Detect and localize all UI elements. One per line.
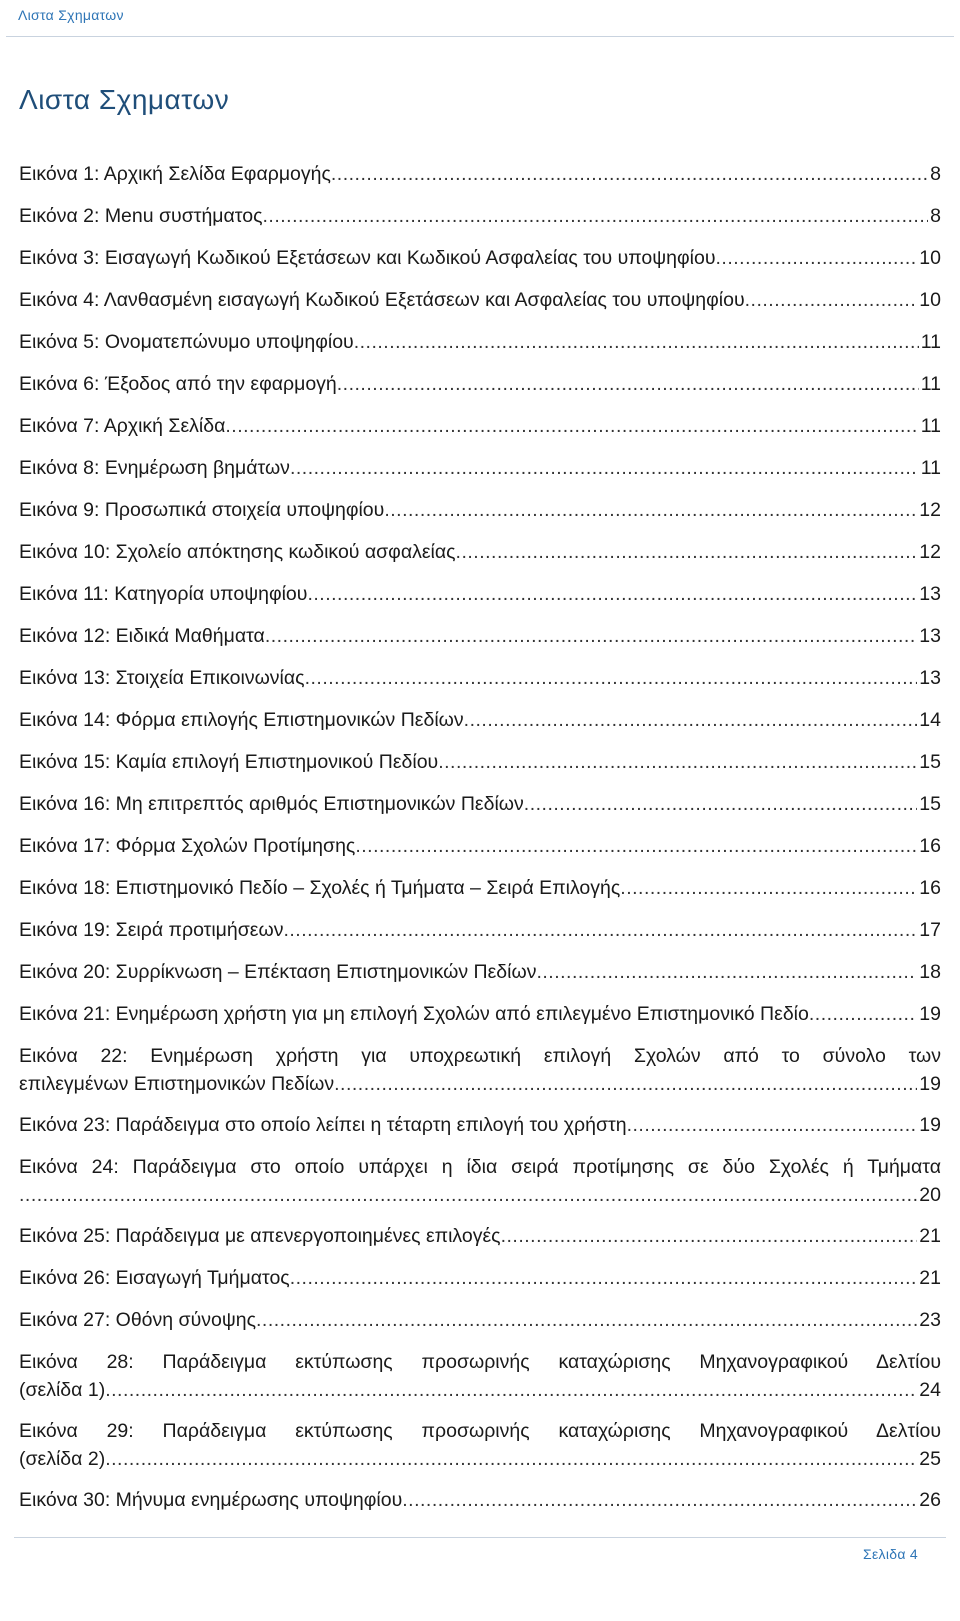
page-number: 16 xyxy=(919,835,941,857)
dot-leader xyxy=(265,622,917,650)
entry-text: Εικόνα 5: Ονοματεπώνυμο υποψηφίου xyxy=(19,331,354,353)
toc-entry-16[interactable] xyxy=(19,790,941,832)
page-number: 23 xyxy=(919,1309,941,1331)
dot-leader xyxy=(334,1070,917,1098)
page-number: 8 xyxy=(930,163,941,185)
entry-text: Εικόνα 8: Ενημέρωση βημάτων xyxy=(19,457,290,479)
dot-leader xyxy=(716,244,918,272)
entry-text: Εικόνα 18: Επιστημονικό Πεδίο – Σχολές ή Τμήματα – Σειρά Επιλογής xyxy=(19,877,621,899)
entry-text: Εικόνα 12: Ειδικά Μαθήματα xyxy=(19,625,265,647)
page-number: 26 xyxy=(919,1489,941,1511)
page-number: 15 xyxy=(919,751,941,773)
page-header xyxy=(6,6,954,37)
entry-line2 xyxy=(19,1376,941,1404)
page-number: 11 xyxy=(920,415,941,437)
page-number: 13 xyxy=(919,625,941,647)
page-number: 19 xyxy=(919,1073,941,1095)
entry-text: Εικόνα 2: Menu συστήματος xyxy=(19,205,263,227)
dot-leader xyxy=(384,496,917,524)
page-number: 25 xyxy=(919,1448,941,1470)
page-title: Λιστα Σχηματων xyxy=(19,84,230,115)
toc-entry-19[interactable] xyxy=(19,916,941,958)
entry-text-line2: (σελίδα 1) xyxy=(19,1379,106,1401)
page-number: 15 xyxy=(919,793,941,815)
toc-entry-29[interactable] xyxy=(19,1417,941,1486)
entry-text-line1: Εικόνα 22: Ενημέρωση χρήστη για υποχρεωτική επιλογή Σχολών από το σύνολο των xyxy=(19,1045,941,1067)
toc-entry-15[interactable] xyxy=(19,748,941,790)
dot-leader xyxy=(620,874,917,902)
toc-entry-12[interactable] xyxy=(19,622,941,664)
toc-entry-4[interactable] xyxy=(19,286,941,328)
entry-text: Εικόνα 17: Φόρμα Σχολών Προτίμησης xyxy=(19,835,356,857)
toc-entry-13[interactable] xyxy=(19,664,941,706)
page-number: 21 xyxy=(919,1267,941,1289)
entry-text: Εικόνα 4: Λανθασμένη εισαγωγή Κωδικού Εξετάσεων και Ασφαλείας του υποψηφίου xyxy=(19,289,745,311)
page-number: 12 xyxy=(919,499,941,521)
page-number: 16 xyxy=(919,877,941,899)
page-number: 20 xyxy=(919,1184,941,1206)
dot-leader xyxy=(331,160,928,188)
entry-text: Εικόνα 10: Σχολείο απόκτησης κωδικού ασφαλείας xyxy=(19,541,456,563)
dot-leader xyxy=(283,916,917,944)
toc-entry-6[interactable] xyxy=(19,370,941,412)
page-number: 17 xyxy=(919,919,941,941)
entry-line2 xyxy=(19,1070,941,1098)
toc-entry-20[interactable] xyxy=(19,958,941,1000)
dot-leader xyxy=(536,958,917,986)
page-number: 11 xyxy=(920,373,941,395)
toc-entry-21[interactable] xyxy=(19,1000,941,1042)
dot-leader xyxy=(105,1376,917,1404)
toc-entry-10[interactable] xyxy=(19,538,941,580)
entry-text: Εικόνα 27: Οθόνη σύνοψης xyxy=(19,1309,256,1331)
toc-entry-18[interactable] xyxy=(19,874,941,916)
dot-leader xyxy=(627,1111,918,1139)
entry-line2 xyxy=(19,1181,941,1209)
page-number: 11 xyxy=(920,457,941,479)
toc-entry-11[interactable] xyxy=(19,580,941,622)
dot-leader xyxy=(524,790,918,818)
dot-leader xyxy=(337,370,919,398)
page-number: 19 xyxy=(919,1003,941,1025)
page-number: 19 xyxy=(919,1114,941,1136)
dot-leader xyxy=(354,328,919,356)
dot-leader xyxy=(290,1264,918,1292)
dot-leader xyxy=(501,1222,918,1250)
dot-leader xyxy=(290,454,919,482)
footer-rule xyxy=(14,1537,946,1538)
toc-entry-9[interactable] xyxy=(19,496,941,538)
page-number: 24 xyxy=(919,1379,941,1401)
page-number: 8 xyxy=(930,205,941,227)
dot-leader xyxy=(105,1445,917,1473)
toc-entry-27[interactable] xyxy=(19,1306,941,1348)
toc-entry-17[interactable] xyxy=(19,832,941,874)
list-of-figures xyxy=(19,160,941,1528)
dot-leader xyxy=(402,1486,917,1514)
dot-leader xyxy=(355,832,917,860)
page-number: 11 xyxy=(920,331,941,353)
entry-text: Εικόνα 30: Μήνυμα ενημέρωσης υποψηφίου xyxy=(19,1489,403,1511)
entry-text-line1: Εικόνα 24: Παράδειγμα στο οποίο υπάρχει η ίδια σειρά προτίμησης σε δύο Σχολές ή Τμήματα xyxy=(19,1156,941,1178)
toc-entry-1[interactable] xyxy=(19,160,941,202)
header-running-title: Λιστα Σχηματων xyxy=(18,7,124,23)
page-number: 12 xyxy=(919,541,941,563)
entry-text: Εικόνα 1: Αρχική Σελίδα Εφαρμογής xyxy=(19,163,331,185)
toc-entry-28[interactable] xyxy=(19,1348,941,1417)
entry-text: Εικόνα 14: Φόρμα επιλογής Επιστημονικών Πεδίων xyxy=(19,709,464,731)
dot-leader xyxy=(262,202,928,230)
toc-entry-3[interactable] xyxy=(19,244,941,286)
page-number: 13 xyxy=(919,583,941,605)
entry-text: Εικόνα 16: Μη επιτρεπτός αριθμός Επιστημονικών Πεδίων xyxy=(19,793,524,815)
page-number: 10 xyxy=(919,247,941,269)
entry-text: Εικόνα 7: Αρχική Σελίδα xyxy=(19,415,226,437)
entry-text: Εικόνα 23: Παράδειγμα στο οποίο λείπει η τέταρτη επιλογή του χρήστη xyxy=(19,1114,627,1136)
entry-text: Εικόνα 3: Εισαγωγή Κωδικού Εξετάσεων και Κωδικού Ασφαλείας του υποψηφίου xyxy=(19,247,716,269)
page-number: 18 xyxy=(919,961,941,983)
entry-text: Εικόνα 9: Προσωπικά στοιχεία υποψηφίου xyxy=(19,499,385,521)
dot-leader xyxy=(225,412,918,440)
dot-leader xyxy=(19,1181,917,1209)
page-number: 14 xyxy=(919,709,941,731)
toc-entry-26[interactable] xyxy=(19,1264,941,1306)
entry-text-line2: (σελίδα 2) xyxy=(19,1448,106,1470)
entry-text: Εικόνα 15: Καμία επιλογή Επιστημονικού Πεδίου xyxy=(19,751,439,773)
entry-text: Εικόνα 11: Κατηγορία υποψηφίου xyxy=(19,583,308,605)
toc-entry-2[interactable] xyxy=(19,202,941,244)
entry-text: Εικόνα 25: Παράδειγμα με απενεργοποιημένες επιλογές xyxy=(19,1225,501,1247)
entry-text-line1: Εικόνα 29: Παράδειγμα εκτύπωσης προσωρινής καταχώρισης Μηχανογραφικού Δελτίου xyxy=(19,1420,941,1442)
page-number: 21 xyxy=(919,1225,941,1247)
dot-leader xyxy=(464,706,918,734)
entry-text-line2: επιλεγμένων Επιστημονικών Πεδίων xyxy=(19,1073,335,1095)
entry-text: Εικόνα 13: Στοιχεία Επικοινωνίας xyxy=(19,667,305,689)
dot-leader xyxy=(456,538,918,566)
entry-text: Εικόνα 19: Σειρά προτιμήσεων xyxy=(19,919,284,941)
dot-leader xyxy=(305,664,918,692)
entry-text: Εικόνα 26: Εισαγωγή Τμήματος xyxy=(19,1267,290,1289)
entry-text: Εικόνα 21: Ενημέρωση χρήστη για μη επιλογή Σχολών από επιλεγμένο Επιστημονικό Πεδίο xyxy=(19,1003,809,1025)
toc-entry-24[interactable] xyxy=(19,1153,941,1222)
toc-entry-25[interactable] xyxy=(19,1222,941,1264)
toc-entry-14[interactable] xyxy=(19,706,941,748)
entry-text: Εικόνα 20: Συρρίκνωση – Επέκταση Επιστημονικών Πεδίων xyxy=(19,961,537,983)
toc-entry-5[interactable] xyxy=(19,328,941,370)
dot-leader xyxy=(256,1306,917,1334)
page-number: 10 xyxy=(919,289,941,311)
toc-entry-8[interactable] xyxy=(19,454,941,496)
entry-text: Εικόνα 6: Έξοδος από την εφαρμογή xyxy=(19,373,337,395)
toc-entry-30[interactable] xyxy=(19,1486,941,1528)
entry-line2 xyxy=(19,1445,941,1473)
dot-leader xyxy=(438,748,917,776)
page-number: 13 xyxy=(919,667,941,689)
toc-entry-22[interactable] xyxy=(19,1042,941,1111)
dot-leader xyxy=(809,1000,917,1028)
toc-entry-23[interactable] xyxy=(19,1111,941,1153)
dot-leader xyxy=(745,286,918,314)
footer-page-label: Σελιδα 4 xyxy=(863,1546,918,1562)
toc-entry-7[interactable] xyxy=(19,412,941,454)
entry-text-line1: Εικόνα 28: Παράδειγμα εκτύπωσης προσωρινής καταχώρισης Μηχανογραφικού Δελτίου xyxy=(19,1351,941,1373)
dot-leader xyxy=(307,580,917,608)
